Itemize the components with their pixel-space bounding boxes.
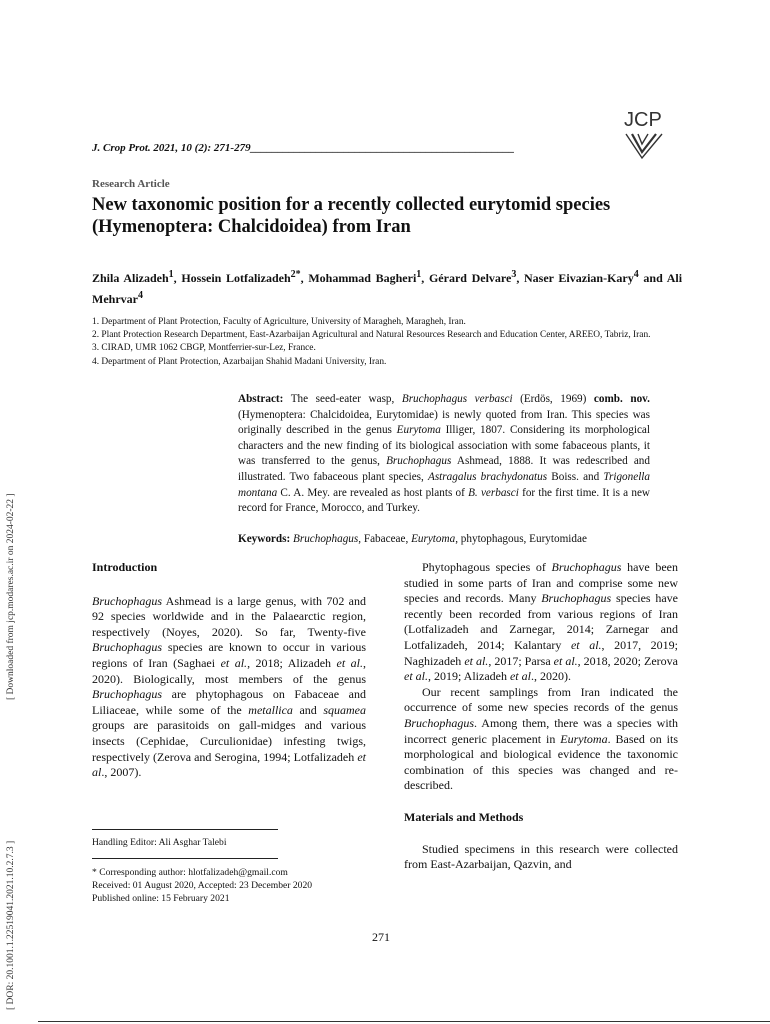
body-text: , 2017; Parsa	[488, 653, 554, 668]
abstract-text: (Hymenoptera: Chalcidoidea, Eurytomidae) is newly quoted from Iran. This species was originally described in the genus	[238, 408, 650, 437]
intro-paragraph-2	[404, 560, 678, 685]
author-name: Gérard Delvare	[428, 271, 512, 285]
keywords-label: Keywords:	[238, 533, 291, 545]
author-name: Ali Mehrvar	[92, 271, 683, 306]
affiliation: 4. Department of Plant Protection, Azarbaijan Shahid Madani University, Iran.	[92, 356, 387, 367]
section-heading-methods: Materials and Methods	[404, 809, 524, 824]
abstract-text: Ashmead, 1888. It was redescribed and illustrated. Two fabaceous plant species,	[238, 455, 650, 483]
jcp-logo-icon	[618, 104, 674, 160]
footnote-divider	[92, 858, 278, 859]
taxon-name: Bruchophagus	[551, 560, 622, 574]
page-number: 271	[372, 930, 390, 944]
author-affil: 4	[137, 290, 143, 301]
body-text: , 2017, 2019; Naghizadeh	[404, 637, 678, 668]
intro-paragraph-1	[92, 594, 366, 781]
left-column	[92, 560, 366, 781]
author-sep: ,	[421, 271, 429, 285]
body-text: are phytophagous on Fabaceae and Liliaceae, while some of the	[92, 687, 366, 717]
taxon-name: Bruchophagus	[92, 640, 162, 655]
body-text: . Based on its morphological and biological evidence the taxonomic combination of this species was changed and re-described.	[404, 731, 678, 793]
author-name: Naser Eivazian-Kary	[524, 271, 634, 285]
et-al: et al.	[464, 653, 489, 668]
author-affil: 1	[416, 269, 422, 280]
abstract-label: Abstract:	[238, 393, 284, 405]
footnotes	[92, 866, 312, 906]
keywords	[238, 532, 650, 547]
author-affil: 3	[511, 269, 517, 280]
affiliation: 1. Department of Plant Protection, Faculty of Agriculture, University of Maragheh, Maragheh, Iran.	[92, 317, 466, 327]
et-al: et al.	[404, 669, 428, 684]
taxon-name: Trigonella montana	[238, 470, 651, 499]
abstract-text: for the first time. It is a new record for France, Morocco, and Turkey.	[238, 486, 650, 515]
author-affil: 1	[168, 269, 174, 280]
abstract	[238, 392, 650, 517]
affiliations	[92, 316, 682, 369]
et-al: et al.	[570, 637, 602, 652]
download-stamp	[0, 460, 40, 700]
taxon-name: Bruchophagus verbasci	[401, 393, 513, 405]
bottom-divider	[38, 1021, 770, 1022]
affiliation: 3. CIRAD, UMR 1062 CBGP, Montferrier-sur-Lez, France.	[92, 343, 316, 354]
paper-title: New taxonomic position for a recently collected eurytomid species (Hymenoptera: Chalcidoidea) from Iran	[92, 195, 611, 237]
body-text: , 2018; Alizadeh	[247, 655, 337, 670]
body-text: species are known to occur in various regions of Iran (Saghaei	[92, 640, 366, 670]
author-sep: and	[638, 271, 667, 285]
body-text: , 2018, 2020; Zerova	[577, 653, 678, 668]
author-sep: ,	[516, 271, 524, 285]
taxon-name: B. verbasci	[468, 486, 519, 499]
keyword: Bruchophagus	[293, 533, 359, 545]
download-stamp-text: [ Downloaded from jcp.modares.ac.ir on 2024-02-22 ]	[6, 493, 16, 700]
journal-citation: J. Crop Prot. 2021, 10 (2): 271-279________________________________________________	[92, 142, 515, 154]
et-al: et al.	[336, 655, 363, 670]
author-name: Mohammad Bagheri	[308, 271, 417, 285]
author-sep: ,	[173, 271, 182, 285]
body-text: species have recently been recorded from various regions of Iran (Lotfalizadeh and Zarnegar, 2014; Zarnegar and Lotfalizadeh, 2014; Kalantary	[404, 591, 678, 652]
keyword: , Fabaceae,	[358, 533, 412, 545]
taxon-name: Bruchophagus	[92, 593, 162, 608]
handling-editor: Handling Editor: Ali Asghar Talebi	[92, 837, 227, 848]
received-date: Received: 01 August 2020, Accepted: 23 December 2020	[92, 880, 313, 892]
body-text: Phytophagous species of	[422, 560, 552, 574]
taxon-name: Bruchophagus	[541, 591, 612, 606]
taxon-name: Bruchophagus	[92, 687, 162, 702]
body-text: Our recent samplings from Iran indicated the occurrence of some new species records of the genus	[404, 684, 678, 715]
right-column	[404, 560, 678, 873]
body-text: ., 2007).	[101, 765, 142, 780]
taxon-name: Bruchophagus	[386, 455, 452, 468]
methods-paragraph-1: Studied specimens in this research were collected from East-Azarbaijan, Qazvin, and	[404, 841, 678, 872]
body-text: Ashmead is a large genus, with 702 and 92 species worldwide and in the Palaearctic region, respectively (Noyes, 2020). So far, Twenty-five	[92, 593, 366, 639]
body-text: , 2019; Alizadeh	[428, 669, 510, 684]
et-al: et al.	[553, 653, 578, 668]
abstract-text: (Erdös, 1969)	[512, 393, 594, 405]
dor-stamp-text: [ DOR: 20.1001.1.22519041.2021.10.2.7.3 ]	[6, 840, 16, 1010]
abstract-text: C. A. Mey. are revealed as host plants of	[277, 486, 469, 499]
et-al: et al	[509, 669, 531, 684]
intro-paragraph-3	[404, 685, 678, 794]
body-text: . Among them, there was a species with incorrect generic placement in	[404, 715, 678, 746]
abstract-text: Boiss. and	[547, 470, 604, 483]
body-text: groups are parasitoids on gall-midges and various insects (Cephidae, Curculionidae) infesting twigs, respectively (Zerova and Serogina, 1994; Lotfalizadeh	[92, 718, 366, 764]
taxon-name: Astragalus brachydonatus	[427, 470, 548, 483]
keyword: Eurytoma	[411, 533, 456, 545]
author-sep: ,	[300, 271, 309, 285]
keyword: , phytophagous, Eurytomidae	[455, 533, 587, 545]
et-al: et al.	[220, 655, 248, 670]
body-text: , 2020). Biologically, most members of the genus	[92, 655, 366, 686]
section-heading-introduction: Introduction	[92, 560, 158, 574]
et-al: et al	[92, 749, 366, 780]
body-text: have been studied in some parts of Iran and comprise some new species and records. Many	[404, 560, 679, 606]
author-name: Hossein Lotfalizadeh	[181, 271, 291, 285]
taxon-name: Eurytoma	[396, 424, 441, 437]
author-affil: 4	[633, 269, 639, 280]
corresponding-author: * Corresponding author: hlotfalizadeh@gmail.com	[92, 867, 288, 878]
jcp-logo	[618, 104, 674, 160]
footnote-divider	[92, 829, 278, 830]
taxon-name: Eurytoma	[560, 731, 608, 746]
author-list	[92, 266, 682, 308]
logo-text: JCP	[624, 109, 662, 131]
taxon-name: squamea	[323, 702, 367, 717]
body-text: and	[292, 702, 324, 717]
article-type: Research Article	[92, 178, 170, 190]
taxon-name: Bruchophagus	[404, 715, 474, 730]
taxon-name: metallica	[248, 702, 293, 717]
body-text: ., 2020).	[530, 669, 571, 684]
affiliation: 2. Plant Protection Research Department, East-Azarbaijan Agricultural and Natural Resources Research and Education Center, AREEO, Tabriz, Iran.	[92, 330, 651, 341]
dor-stamp	[0, 770, 40, 1010]
author-affil: 2*	[290, 269, 301, 280]
abstract-text: The seed-eater wasp,	[283, 393, 402, 405]
published-date: Published online: 15 February 2021	[92, 893, 230, 905]
abstract-text: Illiger, 1807. Considering its morphological characters and the new finding of its biological association with some fabaceous plants, it was transferred to the genus,	[238, 424, 650, 468]
author-name: Zhila Alizadeh	[92, 271, 169, 285]
comb-nov: comb. nov.	[593, 393, 650, 405]
